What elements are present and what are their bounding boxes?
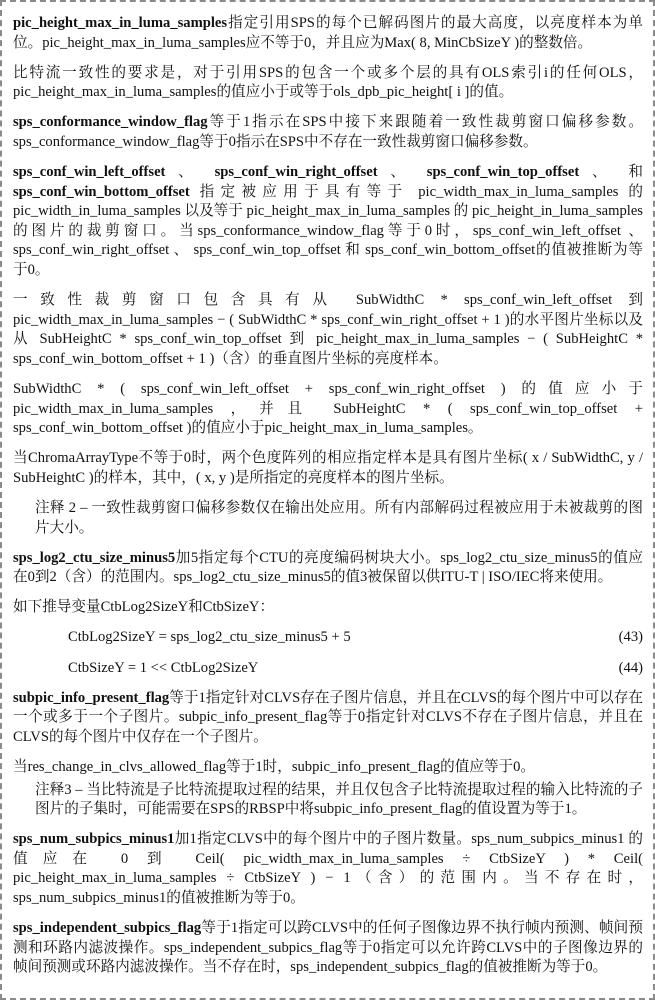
paragraph — [13, 919, 643, 978]
paragraph-text: 当ChromaArrayType不等于0时，两个色度阵列的相应指定样本是具有图片坐标( x / SubWidthC, y / SubHeightC )的样本，其中，( x, y )是所指定的亮度样本的图片坐标。 — [13, 450, 643, 486]
syntax-element-term: sps_conf_win_top_offset — [427, 164, 579, 180]
paragraph-text: 注释3 – 当比特流是子比特流提取过程的结果，并且仅包含子比特流提取过程的输入比特流的子图片的子集时，可能需要在SPS的RBSP中将subpic_info_present_flag的值设置为等于1。 — [35, 782, 643, 818]
note — [35, 781, 643, 820]
paragraph-text: 指定引用SPS的每个已解码图片的最大高度，以亮度样本为单位。pic_height_max_in_luma_samples应不等于0，并且应为Max( 8, MinCbSizeY )的整数倍。 — [13, 15, 643, 51]
paragraph — [13, 549, 643, 588]
equation-formula: CtbSizeY = 1 << CtbLog2SizeY — [68, 659, 258, 679]
paragraph-text: 比特流一致性的要求是，对于引用SPS的包含一个或多个层的具有OLS索引i的任何OLS，pic_height_max_in_luma_samples的值应小于或等于ols_dpb_pic_height[ i ]的值。 — [13, 65, 643, 101]
equation-number: (43) — [619, 628, 643, 648]
syntax-element-term: sps_conf_win_left_offset — [13, 164, 165, 180]
paragraph-text: 加1指定CLVS中的每个图片中的子图片数量。sps_num_subpics_minus1 的值应在 0 到 Ceil( pic_width_max_in_luma_samples ÷ CtbSizeY ) * Ceil( pic_height_max_in_luma_samples ÷ CtbSizeY ) − 1（含）的范围内。当不存在时，sps_num_subpics_minus1的值被推断为等于0。 — [13, 831, 643, 906]
paragraph-text: 一致性裁剪窗口包含具有从 SubWidthC * sps_conf_win_left_offset 到 pic_width_max_in_luma_samples − ( SubWidthC * sps_conf_win_right_offset + 1 )的水平图片坐标以及从 SubHeightC * sps_conf_win_top_offset 到 pic_height_max_in_luma_samples − ( SubHeightC * sps_conf_win_bottom_offset + 1 )（含）的垂直图片坐标的亮度样本。 — [13, 292, 643, 367]
paragraph-text: 等于1指定可以跨CLVS中的任何子图像边界不执行帧内预测、帧间预测和环路内滤波操作。sps_independent_subpics_flag等于0指定可以允许跨CLVS中的子图像边界的帧间预测或环路内滤波操作。当不存在时，sps_independent_subpics_flag的值被推断为等于0。 — [13, 920, 643, 975]
syntax-element-term: sps_conformance_window_flag — [13, 114, 208, 130]
paragraph — [13, 163, 643, 281]
paragraph — [13, 449, 643, 488]
paragraph — [13, 113, 643, 152]
paragraph — [13, 14, 643, 53]
paragraph-text: 等于1指定针对CLVS存在子图片信息，并且在CLVS的每个图片中可以存在一个或多于一个子图片。subpic_info_present_flag等于0指定针对CLVS不存在子图片信息，并且在CLVS的每个图片中仅存在一个子图片。 — [13, 690, 643, 745]
paragraph-text: 注释 2 – 一致性裁剪窗口偏移参数仅在输出处应用。所有内部解码过程被应用于未被裁剪的图片大小。 — [35, 500, 643, 536]
syntax-element-term: sps_conf_win_right_offset — [215, 164, 378, 180]
paragraph-text: SubWidthC * ( sps_conf_win_left_offset + sps_conf_win_right_offset ) 的值应小于 pic_width_max_in_luma_samples ，并且 SubHeightC * ( sps_conf_win_top_offset + sps_conf_win_bottom_offset )的值应小于pic_height_max_in_luma_samples。 — [13, 381, 643, 436]
document-page — [0, 0, 655, 1000]
paragraph-text: 如下推导变量CtbLog2SizeY和CtbSizeY： — [13, 599, 274, 615]
paragraph — [13, 64, 643, 103]
paragraph — [13, 689, 643, 748]
syntax-element-term: pic_height_max_in_luma_samples — [13, 15, 227, 31]
paragraph-text: 、 — [165, 164, 214, 180]
note — [35, 499, 643, 538]
paragraph-text: 当res_change_in_clvs_allowed_flag等于1时，subpic_info_present_flag的值应等于0。 — [13, 759, 535, 775]
paragraph-text: 指定被应用于具有等于 pic_width_max_in_luma_samples 的 pic_width_in_luma_samples 以及等于 pic_height_max_in_luma_samples 的 pic_height_in_luma_samples的图片的裁剪窗口。当sps_conformance_window_flag等于0时，sps_conf_win_left_offset 、 sps_conf_win_right_offset 、 sps_conf_win_top_offset 和 sps_conf_win_bottom_offset的值被推断为等于0。 — [13, 184, 643, 278]
syntax-element-term: sps_num_subpics_minus1 — [13, 831, 174, 847]
paragraph-text: 加5指定每个CTU的亮度编码树块大小。sps_log2_ctu_size_minus5的值应在0到2（含）的范围内。sps_log2_ctu_size_minus5的值3被保留以供ITU-T | ISO/IEC将来使用。 — [13, 550, 643, 586]
paragraph — [13, 830, 643, 908]
syntax-element-term: subpic_info_present_flag — [13, 690, 169, 706]
syntax-element-term: sps_independent_subpics_flag — [13, 920, 201, 936]
paragraph — [13, 758, 643, 778]
paragraph — [13, 380, 643, 439]
equation-number: (44) — [619, 659, 643, 679]
equation — [13, 659, 643, 679]
paragraph-text: 、 和 — [579, 164, 643, 180]
paragraph — [13, 598, 643, 618]
paragraph-text: 、 — [378, 164, 427, 180]
syntax-element-term: sps_conf_win_bottom_offset — [13, 184, 190, 200]
equation-formula: CtbLog2SizeY = sps_log2_ctu_size_minus5 + 5 — [68, 628, 351, 648]
paragraph — [13, 291, 643, 369]
paragraph-text: 等于1指示在SPS中接下来跟随着一致性裁剪窗口偏移参数。sps_conformance_window_flag等于0指示在SPS中不存在一致性裁剪窗口偏移参数。 — [13, 114, 643, 150]
equation — [13, 628, 643, 648]
syntax-element-term: sps_log2_ctu_size_minus5 — [13, 550, 175, 566]
